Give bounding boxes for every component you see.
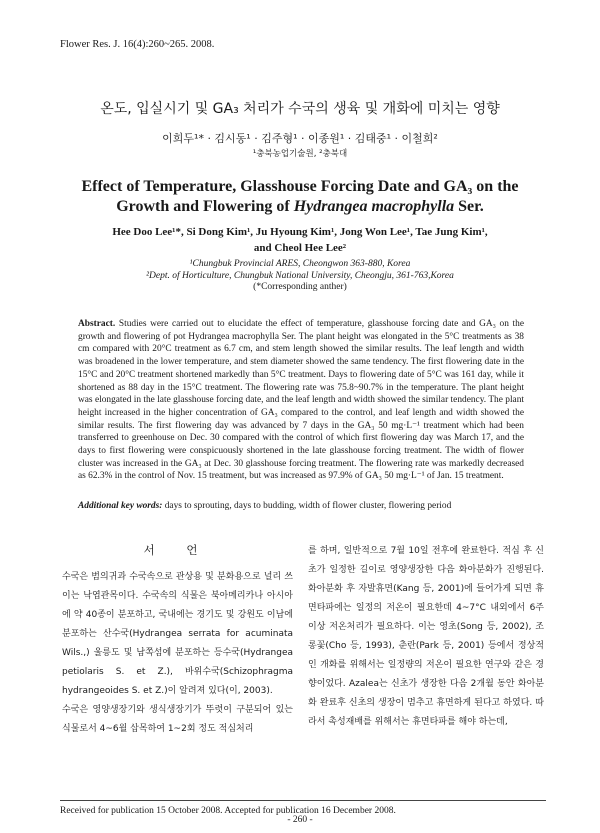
english-authors [60,224,540,256]
abstract-label: Abstract. [78,319,116,329]
section-heading-introduction: 서 언 [143,543,212,557]
korean-authors: 이희두¹* · 김시동¹ · 김주형¹ · 이종원¹ · 김태중¹ · 이철희² [162,132,438,145]
footnote-divider [60,800,546,801]
english-authors-line1: Hee Doo Lee¹*, Si Dong Kim¹, Ju Hyoung Kim¹, Jong Won Lee¹, Tae Jung Kim¹, [112,226,488,238]
journal-reference: Flower Res. J. 16(4):260~265. 2008. [60,39,215,50]
corresponding-note: (*Corresponding anther) [253,282,347,292]
english-title-line1: Effect of Temperature, Glasshouse Forcing Date and GA₃ on the [81,178,519,195]
english-affiliations [40,258,560,282]
received-note: Received for publication 15 October 2008. Accepted for publication 16 December 2008. [60,806,396,816]
abstract-text: Studies were carried out to elucidate the effect of temperature, glasshouse forcing date and GA₃ on the growth and flowering of pot Hydrangea macrophylla Ser. The plant height was elongated in the 5°C treatments as 38 cm compared with 20°C treatment as 6.7 cm, and stem length showed the similar results. The leaf length and width was broadened in the lower temperature, and stem diameter showed the same tendency. The first flowering date in the 15°C and 20°C treatment shortened markedly than 5°C treatment. Days to flowering date of 5°C was 161 day, while it shortened as 88 day in the 15°C treatment. The flowering rate was 75.8~90.7% in the temperature. The plant height was elongated in the late glasshouse forcing date, and the leaf length and width showed the similar tendency. The plant height increased in the higher concentration of GA₃ compared to the control, and leaf length and width showed the similar results. The first flowering day was advanced by 7 days in the GA₃ 50 mg·L⁻¹ treatment which had been transferred to greenhouse on Dec. 30 compared with the control of which first flowering day was March 17, and the days to first flowering were conspicuously shortened in the late glasshouse forcing treatment. The width of flower cluster was increased in the GA₃ at Dec. 30 glasshouse forcing treatment. The flowering rate was markedly decreased as 62.3% in the control of Nov. 15 treatment, but was increased as 97.9% of GA₃ 50 mg·L⁻¹ of Jan. 15 treatment. [78,319,524,482]
abstract [78,318,524,483]
english-title-line2 [40,197,560,217]
keywords-label: Additional key words: [78,501,163,511]
keywords-text: days to sprouting, days to budding, width of flower cluster, flowering period [162,501,452,511]
affiliation-2: ²Dept. of Horticulture, Chungbuk National University, Cheongju, 361-763,Korea [146,271,454,281]
affiliation-1: ¹Chungbuk Provincial ARES, Cheongwon 363-880, Korea [189,259,411,269]
page-number: - 260 - [287,815,313,825]
title-line2-part-a: Growth and Flowering of [116,198,294,215]
keywords [78,500,524,513]
korean-affiliations: ¹충북농업기술원, ²충북대 [252,149,348,159]
english-authors-line2: and Cheol Hee Lee² [253,242,347,254]
right-column-text: 를 하며, 일반적으로 7월 10일 전후에 완료한다. 적심 후 신초가 일정한 길이로 영양생장한 다음 화아분화가 진행된다. 화아분화 후 자발휴면(Kang 등, 2001)에 들어가게 되면 휴면타파에는 일정의 저온이 필요한데 4~7°C 내외에서 6주 이상 저온처리가 필요하다. 이는 영초(Song 등, 2002), 조롱꽃(Cho 등, 1993), 춘란(Park 등, 2001) 등에서 정상적인 개화를 위해서는 일정량의 저온이 필요한 연구와 같은 경향이었다. Azalea는 신초가 생장한 다음 2개월 동안 화아분화 완료후 신초의 생장이 멈추고 휴면하게 된다고 하였다. 따라서 촉성재배를 위해서는 휴면타파를 해야 하는데, [308,546,544,727]
left-column-text: 수국은 범의귀과 수국속으로 관상용 및 분화용으로 널리 쓰이는 낙엽관목이다. 수국속의 식물은 북아메리카나 아시아에 약 40종이 분포하고, 국내에는 경기도 및 강원도 이남에 분포하는 산수국(Hydrangea serrata for acuminata Wils.,) 울릉도 및 남쪽섬에 분포하는 등수국(Hydrangea petiolaris S. et Z.), 바위수국(Schizophragma hydrangeoides S. et Z.)이 알려져 있다(이, 2003). 수국은 영양생장기와 생식생장기가 뚜렷이 구분되어 있는 식물로서 4~6월 삽목하여 1~2회 정도 적심처리 [62,572,293,734]
english-title [40,177,560,217]
title-line2-part-c: Ser. [454,198,484,215]
korean-title: 온도, 입실시기 및 GA₃ 처리가 수국의 생육 및 개화에 미치는 영향 [100,101,500,117]
title-species-name: Hydrangea macrophylla [293,198,455,215]
